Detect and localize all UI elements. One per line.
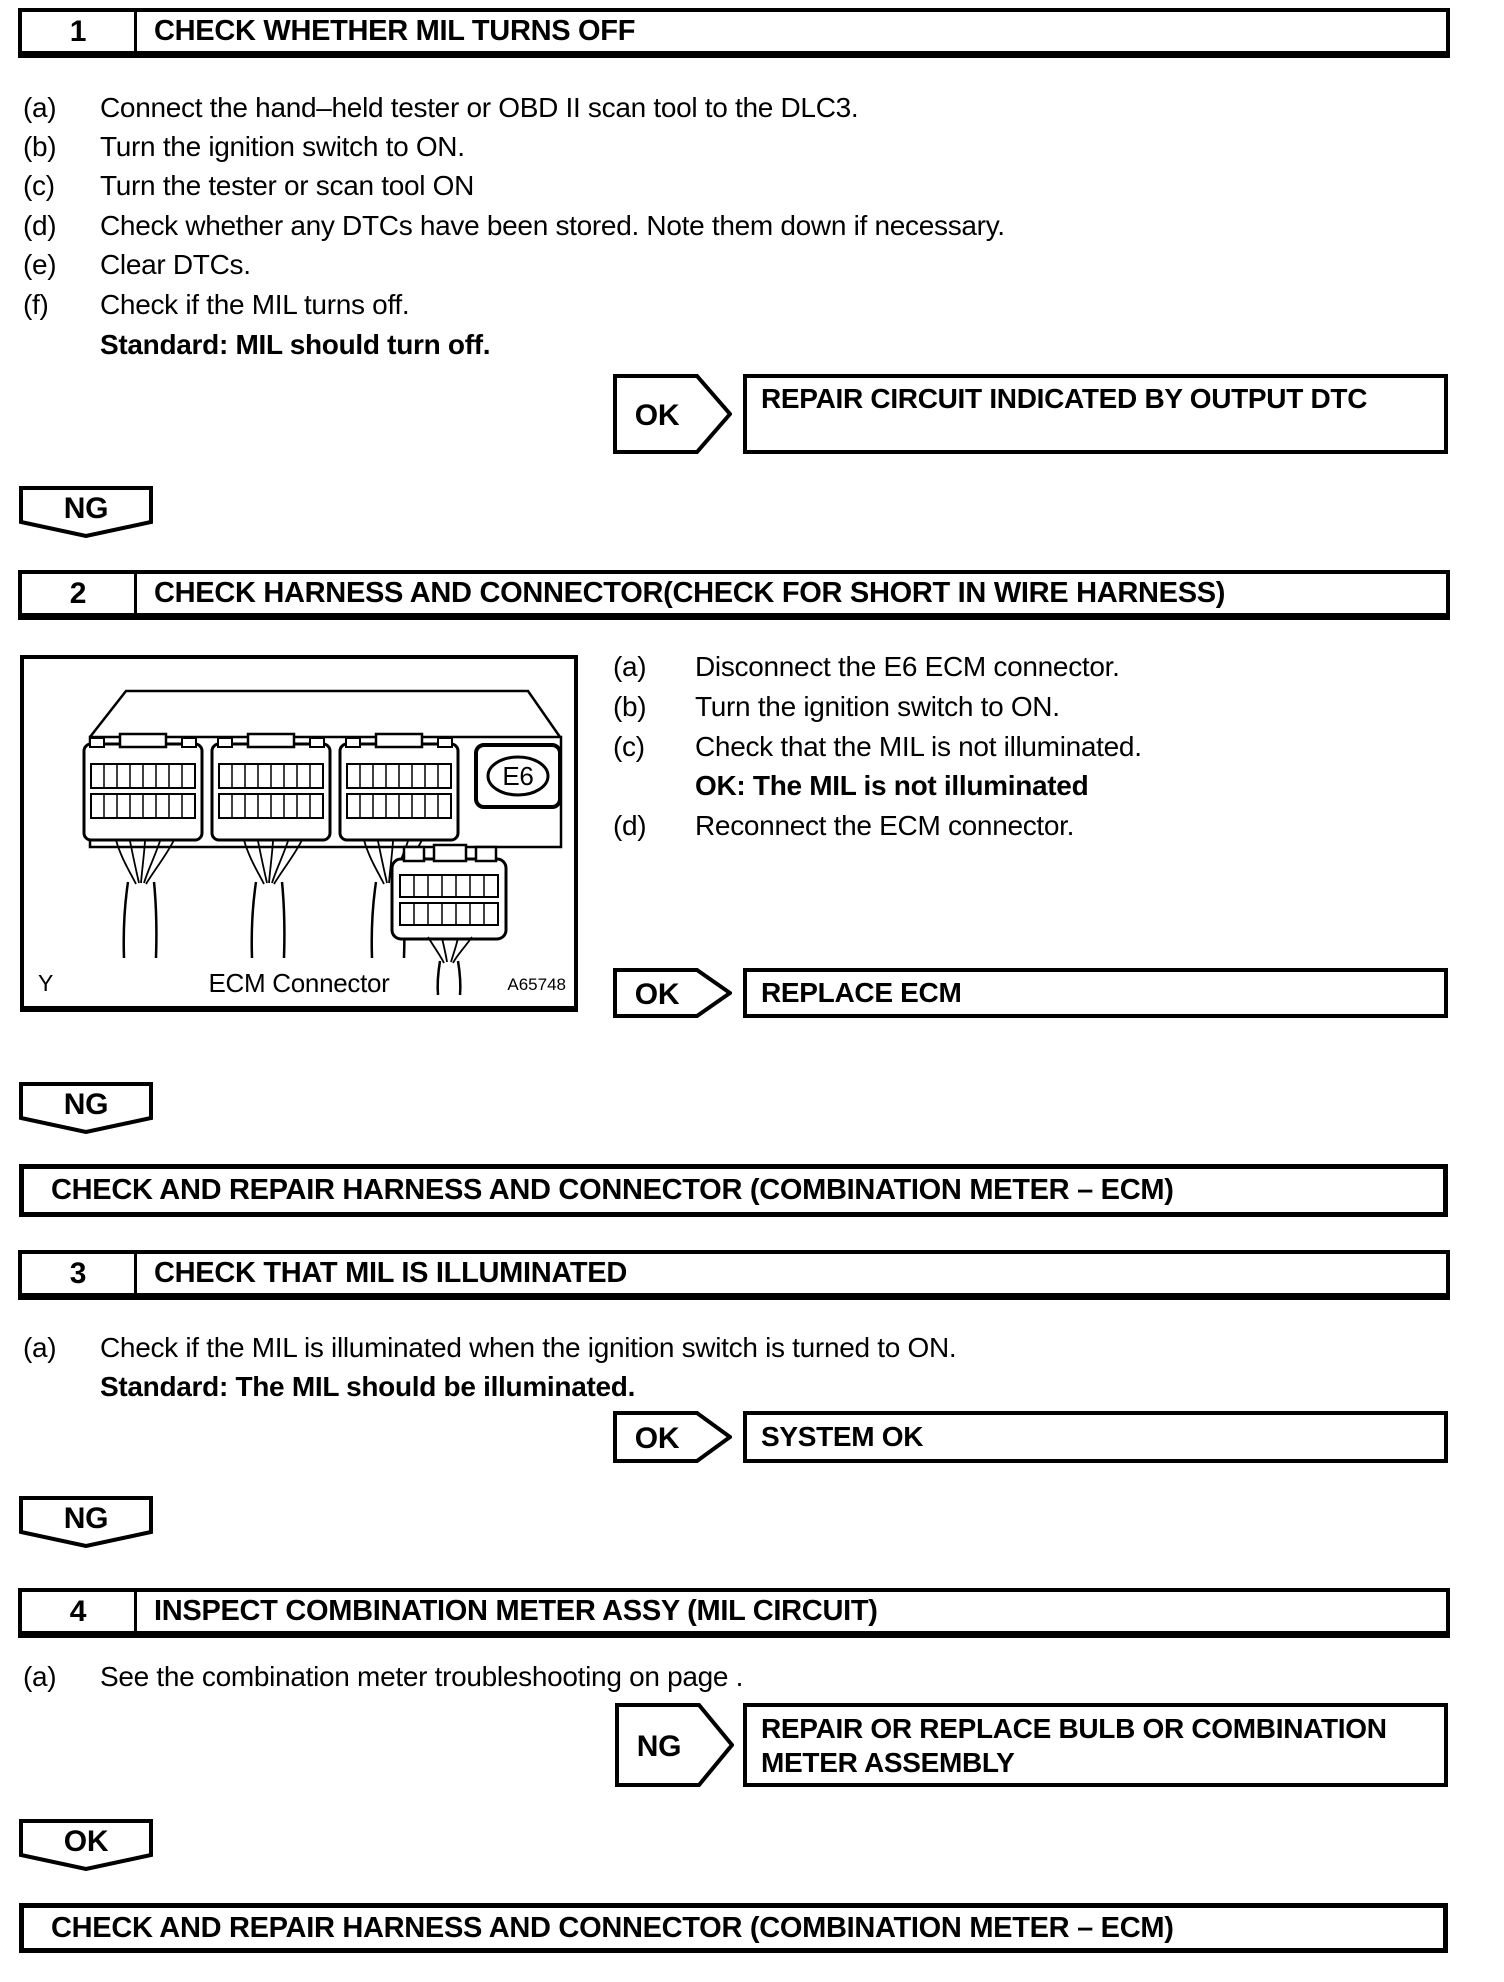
- ecm-connector-figure: [20, 655, 578, 1012]
- procedure-item: [23, 1328, 956, 1367]
- procedure-item: [23, 88, 858, 127]
- result-action-text: SYSTEM OK: [761, 1421, 924, 1452]
- badge-label: OK: [634, 399, 680, 432]
- arrow-down-badge-icon: [19, 1496, 153, 1548]
- item-text: Reconnect the ECM connector.: [695, 810, 1075, 841]
- item-marker: (c): [613, 731, 645, 762]
- arrow-right-badge-icon: [613, 968, 732, 1018]
- procedure-item: [23, 127, 465, 166]
- ecm-connector-drawing: [24, 659, 574, 1006]
- standard-line: Standard: MIL should turn off.: [100, 329, 491, 360]
- item-marker: (e): [23, 249, 57, 280]
- ok-result-badge: [613, 1411, 732, 1463]
- result-action-box: [743, 968, 1448, 1018]
- ng-flow-badge: [19, 1496, 153, 1548]
- procedure-item: [23, 245, 251, 284]
- item-text: Turn the tester or scan tool ON: [100, 170, 475, 201]
- result-action-text-line2: METER ASSEMBLY: [761, 1747, 1015, 1778]
- step-1-title: CHECK WHETHER MIL TURNS OFF: [154, 15, 636, 47]
- item-text: Turn the ignition switch to ON.: [695, 691, 1060, 722]
- procedure-item: [23, 206, 1005, 245]
- item-text: Connect the hand–held tester or OBD II scan tool to the DLC3.: [100, 92, 859, 123]
- item-marker: (f): [23, 289, 49, 320]
- item-text: Check if the MIL is illuminated when the ignition switch is turned to ON.: [100, 1332, 957, 1363]
- ok-result-badge: [613, 374, 732, 454]
- action-text: CHECK AND REPAIR HARNESS AND CONNECTOR (COMBINATION METER – ECM): [51, 1911, 1174, 1944]
- badge-label: NG: [636, 1730, 682, 1763]
- procedure-item: [23, 285, 409, 324]
- procedure-item: [613, 806, 1074, 845]
- ok-result-badge: [613, 968, 732, 1018]
- item-marker: (b): [23, 131, 57, 162]
- item-text: Check whether any DTCs have been stored. Note them down if necessary.: [100, 210, 1005, 241]
- procedure-item: [613, 727, 1142, 766]
- procedure-item: [23, 1657, 743, 1696]
- ng-result-badge: [615, 1703, 734, 1787]
- item-text: Check if the MIL turns off.: [100, 289, 410, 320]
- item-marker: (c): [23, 170, 55, 201]
- ok-condition-line: OK: The MIL is not illuminated: [695, 770, 1089, 801]
- badge-label: OK: [634, 1422, 680, 1455]
- arrow-down-badge-icon: [19, 1082, 153, 1134]
- procedure-item: [613, 647, 1120, 686]
- badge-label: NG: [63, 1502, 109, 1535]
- result-action-box: [743, 374, 1448, 454]
- item-marker: (d): [23, 210, 57, 241]
- item-text: Check that the MIL is not illuminated.: [695, 731, 1142, 762]
- item-marker: (a): [23, 1332, 57, 1363]
- arrow-right-badge-icon: [613, 374, 732, 454]
- figure-caption: ECM Connector: [208, 968, 390, 998]
- step-2-title: CHECK HARNESS AND CONNECTOR(CHECK FOR SHORT IN WIRE HARNESS): [154, 577, 1226, 609]
- procedure-item: [613, 687, 1060, 726]
- result-action-text: REPAIR CIRCUIT INDICATED BY OUTPUT DTC: [761, 383, 1368, 414]
- figure-code: A65748: [507, 975, 566, 994]
- step-3-header: [18, 1250, 1450, 1300]
- arrow-down-badge-icon: [19, 486, 153, 538]
- step-2-header: [18, 570, 1450, 620]
- step-4-number: 4: [22, 1592, 137, 1631]
- arrow-right-badge-icon: [615, 1703, 734, 1787]
- procedure-item: [23, 166, 474, 205]
- step-3-title: CHECK THAT MIL IS ILLUMINATED: [154, 1257, 627, 1289]
- arrow-right-badge-icon: [613, 1411, 732, 1463]
- ng-flow-badge: [19, 486, 153, 538]
- arrow-down-badge-icon: [19, 1819, 153, 1871]
- step-3-number: 3: [22, 1254, 137, 1293]
- step-4-header: [18, 1588, 1450, 1638]
- badge-label: OK: [63, 1825, 109, 1858]
- item-text: See the combination meter troubleshooting on page .: [100, 1661, 744, 1692]
- result-action-text: REPLACE ECM: [761, 977, 962, 1008]
- step-2-number: 2: [22, 574, 137, 613]
- badge-label: NG: [63, 1088, 109, 1121]
- item-marker: (d): [613, 810, 647, 841]
- ok-flow-badge: [19, 1819, 153, 1871]
- result-action-text-line1: REPAIR OR REPLACE BULB OR COMBINATION: [761, 1713, 1387, 1744]
- figure-corner-label: Y: [38, 970, 54, 996]
- item-marker: (a): [613, 651, 647, 682]
- ng-flow-badge: [19, 1082, 153, 1134]
- result-action-box: [743, 1703, 1448, 1787]
- item-marker: (b): [613, 691, 647, 722]
- item-marker: (a): [23, 1661, 57, 1692]
- standard-line: Standard: The MIL should be illuminated.: [100, 1371, 636, 1402]
- item-text: Turn the ignition switch to ON.: [100, 131, 465, 162]
- badge-label: OK: [634, 978, 680, 1011]
- item-marker: (a): [23, 92, 57, 123]
- step-1-header: [18, 8, 1450, 58]
- item-text: Clear DTCs.: [100, 249, 251, 280]
- result-action-box: [743, 1411, 1448, 1463]
- step-1-number: 1: [22, 12, 137, 51]
- badge-label: NG: [63, 492, 109, 525]
- item-text: Disconnect the E6 ECM connector.: [695, 651, 1120, 682]
- step-4-title: INSPECT COMBINATION METER ASSY (MIL CIRCUIT): [154, 1595, 878, 1627]
- action-text: CHECK AND REPAIR HARNESS AND CONNECTOR (COMBINATION METER – ECM): [51, 1174, 1174, 1206]
- action-box-wide: [19, 1903, 1448, 1953]
- action-box-wide: [19, 1164, 1448, 1217]
- connector-e6-label: E6: [502, 761, 534, 791]
